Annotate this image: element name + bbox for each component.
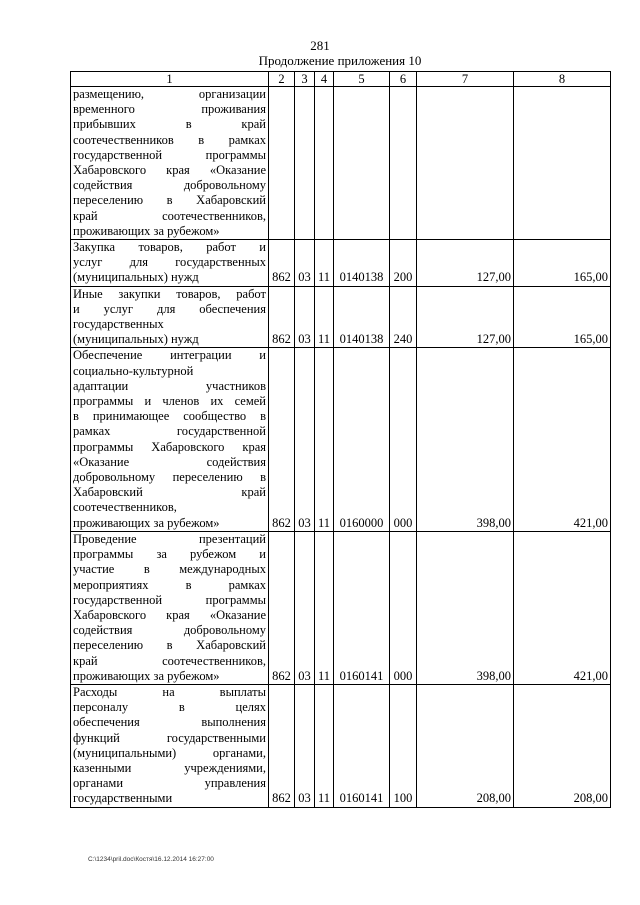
description-line: казенными учреждениями, — [73, 760, 266, 775]
description-line: размещению, организации — [73, 87, 266, 101]
amount-2015: 398,00 — [417, 348, 514, 531]
description-line: (муниципальных) нужд — [73, 332, 199, 347]
page-number: 281 — [310, 38, 330, 53]
description-line: Хабаровского края «Оказание — [73, 607, 266, 622]
subsection-code: 11 — [315, 348, 334, 531]
expense-type-code: 100 — [390, 684, 417, 807]
header-cell: 2 — [269, 72, 295, 87]
row-description — [71, 684, 269, 807]
description-line: органами управления — [73, 776, 266, 791]
ministry-code: 862 — [269, 531, 295, 684]
ministry-code: 862 — [269, 240, 295, 287]
subsection-code: 11 — [315, 240, 334, 287]
target-article-code: 0160000 — [334, 348, 390, 531]
budget-table — [70, 71, 611, 808]
description-line: в принимающее сообщество в — [73, 409, 266, 424]
header-cell: 8 — [514, 72, 611, 87]
expense-type-code: 000 — [390, 348, 417, 531]
description-line: государственной программы — [73, 147, 266, 162]
description-line: «Оказание содействия — [73, 454, 266, 469]
description-line: Хабаровского края «Оказание — [73, 163, 266, 178]
description-line: государственных — [73, 317, 164, 332]
description-line: и услуг для обеспечения — [73, 301, 266, 316]
section-code: 03 — [295, 240, 315, 287]
expense-type-code — [390, 87, 417, 240]
ministry-code — [269, 87, 295, 240]
header-cell: 4 — [315, 72, 334, 87]
section-code — [295, 87, 315, 240]
table-row — [71, 531, 611, 684]
description-line: участие в международных — [73, 562, 266, 577]
amount-2015: 127,00 — [417, 286, 514, 348]
continuation-caption: Продолжение приложения 10 — [258, 53, 422, 68]
description-line: функций государственными — [73, 730, 266, 745]
description-line: социально-культурной — [73, 363, 194, 378]
description-line: край соотечественников, — [73, 653, 266, 668]
table-row — [71, 87, 611, 240]
row-description — [71, 286, 269, 348]
row-description — [71, 87, 269, 240]
amount-2016 — [514, 87, 611, 240]
description-line: временного проживания — [73, 102, 266, 117]
section-code: 03 — [295, 348, 315, 531]
description-line: (муниципальных) нужд — [73, 270, 199, 285]
amount-2016: 421,00 — [514, 531, 611, 684]
table-row — [71, 240, 611, 287]
expense-type-code: 200 — [390, 240, 417, 287]
target-article-code — [334, 87, 390, 240]
amount-2015 — [417, 87, 514, 240]
description-line: адаптации участников — [73, 378, 266, 393]
description-line: Обеспечение интеграции и — [73, 348, 266, 363]
description-line: добровольному переселению в — [73, 470, 266, 485]
amount-2016: 165,00 — [514, 286, 611, 348]
table-row — [71, 348, 611, 531]
target-article-code: 0160141 — [334, 531, 390, 684]
description-line: проживающих за рубежом» — [73, 223, 220, 238]
file-path-footer: C:\1234\pril.doc\Костя\16.12.2014 16:27:00 — [88, 856, 214, 863]
row-description — [71, 531, 269, 684]
description-line: программы и членов их семей — [73, 394, 266, 409]
description-line: (муниципальными) органами, — [73, 745, 266, 760]
section-code: 03 — [295, 531, 315, 684]
description-line: рамках государственной — [73, 424, 266, 439]
description-line: Расходы на выплаты — [73, 684, 266, 699]
target-article-code: 0140138 — [334, 286, 390, 348]
amount-2016: 208,00 — [514, 684, 611, 807]
amount-2016: 165,00 — [514, 240, 611, 287]
description-line: содействия добровольному — [73, 623, 266, 638]
section-code: 03 — [295, 286, 315, 348]
target-article-code: 0160141 — [334, 684, 390, 807]
amount-2015: 208,00 — [417, 684, 514, 807]
description-line: прибывших в край — [73, 117, 266, 132]
subsection-code: 11 — [315, 531, 334, 684]
description-line: персоналу в целях — [73, 700, 266, 715]
row-description — [71, 240, 269, 287]
ministry-code: 862 — [269, 286, 295, 348]
description-line: Закупка товаров, работ и — [73, 240, 266, 255]
amount-2015: 127,00 — [417, 240, 514, 287]
target-article-code: 0140138 — [334, 240, 390, 287]
description-line: край соотечественников, — [73, 208, 266, 223]
subsection-code: 11 — [315, 684, 334, 807]
description-line: программы Хабаровского края — [73, 439, 266, 454]
description-line: Проведение презентаций — [73, 531, 266, 546]
description-line: соотечественников, — [73, 500, 177, 515]
description-line: переселению в Хабаровский — [73, 193, 266, 208]
header-cell: 5 — [334, 72, 390, 87]
description-line: Иные закупки товаров, работ — [73, 286, 266, 301]
table-row — [71, 684, 611, 807]
table-body — [71, 87, 611, 808]
row-description — [71, 348, 269, 531]
header-cell: 3 — [295, 72, 315, 87]
ministry-code: 862 — [269, 684, 295, 807]
subsection-code: 11 — [315, 286, 334, 348]
section-code: 03 — [295, 684, 315, 807]
expense-type-code: 000 — [390, 531, 417, 684]
description-line: Хабаровский край — [73, 485, 266, 500]
subsection-code — [315, 87, 334, 240]
description-line: соотечественников в рамках — [73, 132, 266, 147]
table-row — [71, 286, 611, 348]
ministry-code: 862 — [269, 348, 295, 531]
description-line: проживающих за рубежом» — [73, 515, 220, 530]
description-line: государственными — [73, 791, 173, 806]
description-line: программы за рубежом и — [73, 547, 266, 562]
table-header-row — [71, 72, 611, 87]
description-line: обеспечения выполнения — [73, 715, 266, 730]
amount-2016: 421,00 — [514, 348, 611, 531]
description-line: услуг для государственных — [73, 255, 266, 270]
header-cell: 1 — [71, 72, 269, 87]
description-line: государственной программы — [73, 592, 266, 607]
header-cell: 7 — [417, 72, 514, 87]
description-line: переселению в Хабаровский — [73, 638, 266, 653]
description-line: проживающих за рубежом» — [73, 668, 220, 683]
header-cell: 6 — [390, 72, 417, 87]
description-line: мероприятиях в рамках — [73, 577, 266, 592]
expense-type-code: 240 — [390, 286, 417, 348]
description-line: содействия добровольному — [73, 178, 266, 193]
amount-2015: 398,00 — [417, 531, 514, 684]
